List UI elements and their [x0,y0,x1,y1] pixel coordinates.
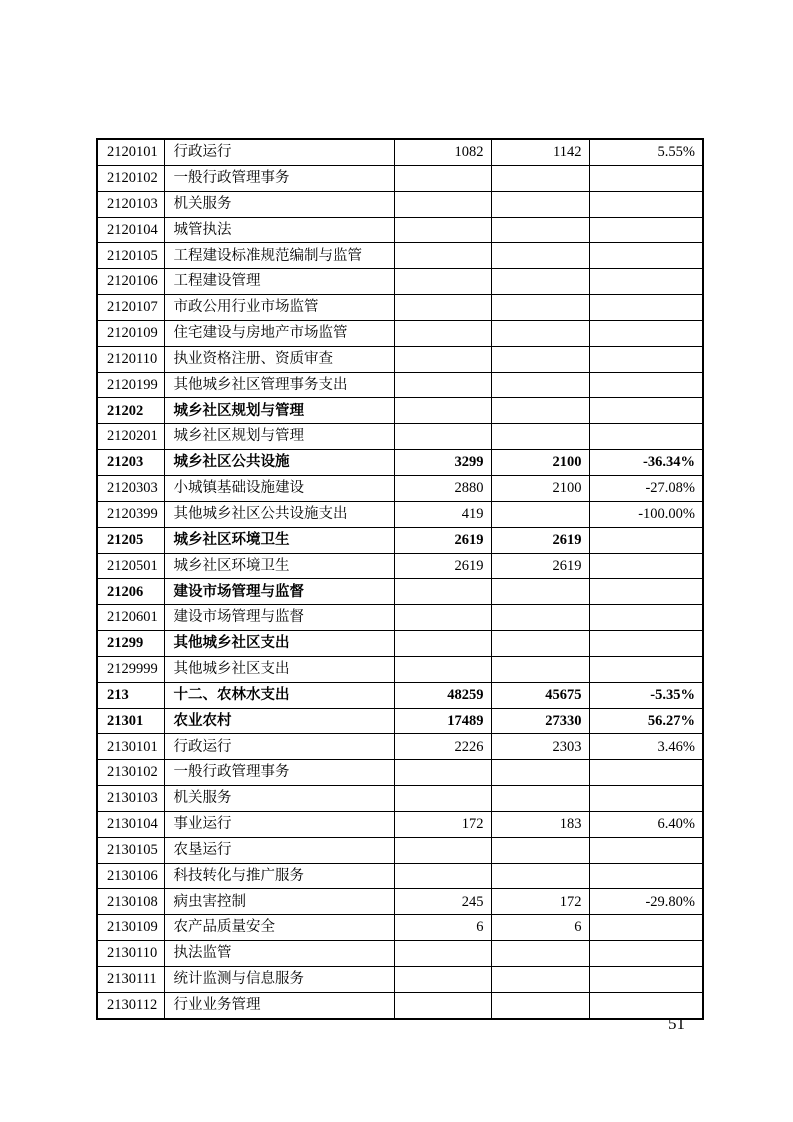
change-cell [589,398,703,424]
name-cell: 机关服务 [164,786,394,812]
actual-cell: 45675 [491,682,589,708]
actual-cell: 172 [491,889,589,915]
name-cell: 执法监管 [164,941,394,967]
budget-cell [394,398,491,424]
budget-cell [394,165,491,191]
table-row [97,501,703,527]
name-cell: 其他城乡社区公共设施支出 [164,501,394,527]
table-row [97,708,703,734]
name-cell: 执业资格注册、资质审查 [164,346,394,372]
table-row [97,553,703,579]
change-cell [589,295,703,321]
budget-cell: 2880 [394,475,491,501]
actual-cell [491,217,589,243]
name-cell: 其他城乡社区管理事务支出 [164,372,394,398]
budget-cell [394,786,491,812]
change-cell [589,269,703,295]
actual-cell [491,967,589,993]
code-cell: 2129999 [97,656,164,682]
change-cell [589,553,703,579]
budget-cell: 2619 [394,553,491,579]
actual-cell [491,191,589,217]
name-cell: 农垦运行 [164,837,394,863]
budget-cell [394,579,491,605]
name-cell: 农业农村 [164,708,394,734]
table-row [97,475,703,501]
budget-cell [394,269,491,295]
name-cell: 农产品质量安全 [164,915,394,941]
actual-cell [491,269,589,295]
change-cell [589,915,703,941]
actual-cell [491,295,589,321]
name-cell: 行政运行 [164,734,394,760]
code-cell: 2120501 [97,553,164,579]
budget-cell [394,320,491,346]
code-cell: 2130105 [97,837,164,863]
change-cell [589,191,703,217]
table-row [97,424,703,450]
budget-cell [394,191,491,217]
table-row [97,372,703,398]
change-cell [589,941,703,967]
change-cell [589,217,703,243]
table-row [97,165,703,191]
table-row [97,346,703,372]
budget-cell [394,656,491,682]
actual-cell [491,992,589,1018]
actual-cell [491,372,589,398]
change-cell: 3.46% [589,734,703,760]
code-cell: 2120201 [97,424,164,450]
table-row [97,631,703,657]
actual-cell [491,656,589,682]
change-cell: 5.55% [589,139,703,165]
code-cell: 2130103 [97,786,164,812]
change-cell [589,631,703,657]
budget-cell [394,967,491,993]
budget-cell: 419 [394,501,491,527]
code-cell: 2120102 [97,165,164,191]
budget-cell [394,372,491,398]
budget-cell [394,217,491,243]
change-cell [589,424,703,450]
actual-cell [491,605,589,631]
budget-cell: 48259 [394,682,491,708]
table-row [97,967,703,993]
change-cell: -29.80% [589,889,703,915]
name-cell: 机关服务 [164,191,394,217]
actual-cell [491,320,589,346]
budget-cell: 6 [394,915,491,941]
actual-cell [491,786,589,812]
change-cell [589,372,703,398]
change-cell: -5.35% [589,682,703,708]
table-row [97,269,703,295]
name-cell: 城乡社区环境卫生 [164,527,394,553]
actual-cell [491,863,589,889]
budget-cell [394,295,491,321]
table-row [97,320,703,346]
budget-cell: 1082 [394,139,491,165]
change-cell [589,320,703,346]
code-cell: 21205 [97,527,164,553]
code-cell: 2120199 [97,372,164,398]
budget-cell [394,605,491,631]
name-cell: 城乡社区规划与管理 [164,398,394,424]
change-cell [589,656,703,682]
change-cell [589,863,703,889]
change-cell [589,346,703,372]
change-cell [589,837,703,863]
actual-cell [491,346,589,372]
change-cell [589,527,703,553]
table-row [97,837,703,863]
budget-table-body [97,139,703,1019]
table-row [97,656,703,682]
page-number: 51 [668,1014,685,1033]
name-cell: 建设市场管理与监督 [164,605,394,631]
name-cell: 建设市场管理与监督 [164,579,394,605]
budget-cell [394,346,491,372]
table-row [97,398,703,424]
table-row [97,863,703,889]
code-cell: 2120104 [97,217,164,243]
change-cell [589,786,703,812]
change-cell [589,579,703,605]
name-cell: 市政公用行业市场监管 [164,295,394,321]
actual-cell [491,760,589,786]
change-cell [589,165,703,191]
budget-cell [394,243,491,269]
actual-cell: 27330 [491,708,589,734]
code-cell: 2120399 [97,501,164,527]
name-cell: 住宅建设与房地产市场监管 [164,320,394,346]
code-cell: 2130104 [97,811,164,837]
budget-cell [394,424,491,450]
code-cell: 2120105 [97,243,164,269]
table-row [97,941,703,967]
name-cell: 行业业务管理 [164,992,394,1018]
budget-cell [394,941,491,967]
table-row [97,605,703,631]
table-row [97,786,703,812]
budget-cell: 172 [394,811,491,837]
table-row [97,139,703,165]
table-row [97,915,703,941]
actual-cell: 2100 [491,475,589,501]
change-cell [589,243,703,269]
table-row [97,243,703,269]
change-cell: -27.08% [589,475,703,501]
code-cell: 2130109 [97,915,164,941]
code-cell: 2120601 [97,605,164,631]
code-cell: 2120107 [97,295,164,321]
change-cell: 6.40% [589,811,703,837]
table-row [97,811,703,837]
actual-cell [491,631,589,657]
actual-cell: 183 [491,811,589,837]
name-cell: 工程建设管理 [164,269,394,295]
actual-cell: 6 [491,915,589,941]
change-cell [589,967,703,993]
code-cell: 2130110 [97,941,164,967]
budget-cell: 17489 [394,708,491,734]
budget-cell [394,837,491,863]
name-cell: 一般行政管理事务 [164,165,394,191]
budget-cell [394,760,491,786]
change-cell: -36.34% [589,450,703,476]
table-row [97,527,703,553]
actual-cell [491,243,589,269]
actual-cell [491,579,589,605]
code-cell: 2130102 [97,760,164,786]
change-cell: 56.27% [589,708,703,734]
code-cell: 213 [97,682,164,708]
budget-cell: 2226 [394,734,491,760]
budget-cell: 245 [394,889,491,915]
table-row [97,579,703,605]
change-cell: -100.00% [589,501,703,527]
actual-cell [491,398,589,424]
name-cell: 一般行政管理事务 [164,760,394,786]
code-cell: 2120103 [97,191,164,217]
name-cell: 小城镇基础设施建设 [164,475,394,501]
name-cell: 科技转化与推广服务 [164,863,394,889]
change-cell [589,605,703,631]
table-row [97,191,703,217]
actual-cell [491,837,589,863]
table-row [97,889,703,915]
actual-cell [491,424,589,450]
name-cell: 行政运行 [164,139,394,165]
table-row [97,760,703,786]
name-cell: 病虫害控制 [164,889,394,915]
code-cell: 2120303 [97,475,164,501]
name-cell: 城管执法 [164,217,394,243]
name-cell: 其他城乡社区支出 [164,656,394,682]
name-cell: 城乡社区规划与管理 [164,424,394,450]
actual-cell [491,165,589,191]
table-row [97,682,703,708]
table-row [97,217,703,243]
code-cell: 2120106 [97,269,164,295]
code-cell: 21299 [97,631,164,657]
name-cell: 统计监测与信息服务 [164,967,394,993]
budget-table [96,138,704,1020]
code-cell: 2120110 [97,346,164,372]
actual-cell: 1142 [491,139,589,165]
budget-cell: 2619 [394,527,491,553]
budget-cell [394,992,491,1018]
name-cell: 其他城乡社区支出 [164,631,394,657]
name-cell: 城乡社区环境卫生 [164,553,394,579]
change-cell [589,760,703,786]
table-row [97,734,703,760]
actual-cell: 2619 [491,553,589,579]
actual-cell: 2100 [491,450,589,476]
actual-cell [491,501,589,527]
change-cell [589,992,703,1018]
code-cell: 2130111 [97,967,164,993]
code-cell: 2130108 [97,889,164,915]
actual-cell: 2303 [491,734,589,760]
budget-cell [394,863,491,889]
budget-cell: 3299 [394,450,491,476]
budget-cell [394,631,491,657]
code-cell: 21301 [97,708,164,734]
actual-cell [491,941,589,967]
actual-cell: 2619 [491,527,589,553]
code-cell: 21202 [97,398,164,424]
code-cell: 2130106 [97,863,164,889]
name-cell: 城乡社区公共设施 [164,450,394,476]
code-cell: 2120109 [97,320,164,346]
code-cell: 21206 [97,579,164,605]
code-cell: 2130112 [97,992,164,1018]
name-cell: 十二、农林水支出 [164,682,394,708]
name-cell: 工程建设标准规范编制与监管 [164,243,394,269]
code-cell: 21203 [97,450,164,476]
table-row [97,295,703,321]
table-row [97,450,703,476]
table-row [97,992,703,1018]
code-cell: 2120101 [97,139,164,165]
name-cell: 事业运行 [164,811,394,837]
code-cell: 2130101 [97,734,164,760]
